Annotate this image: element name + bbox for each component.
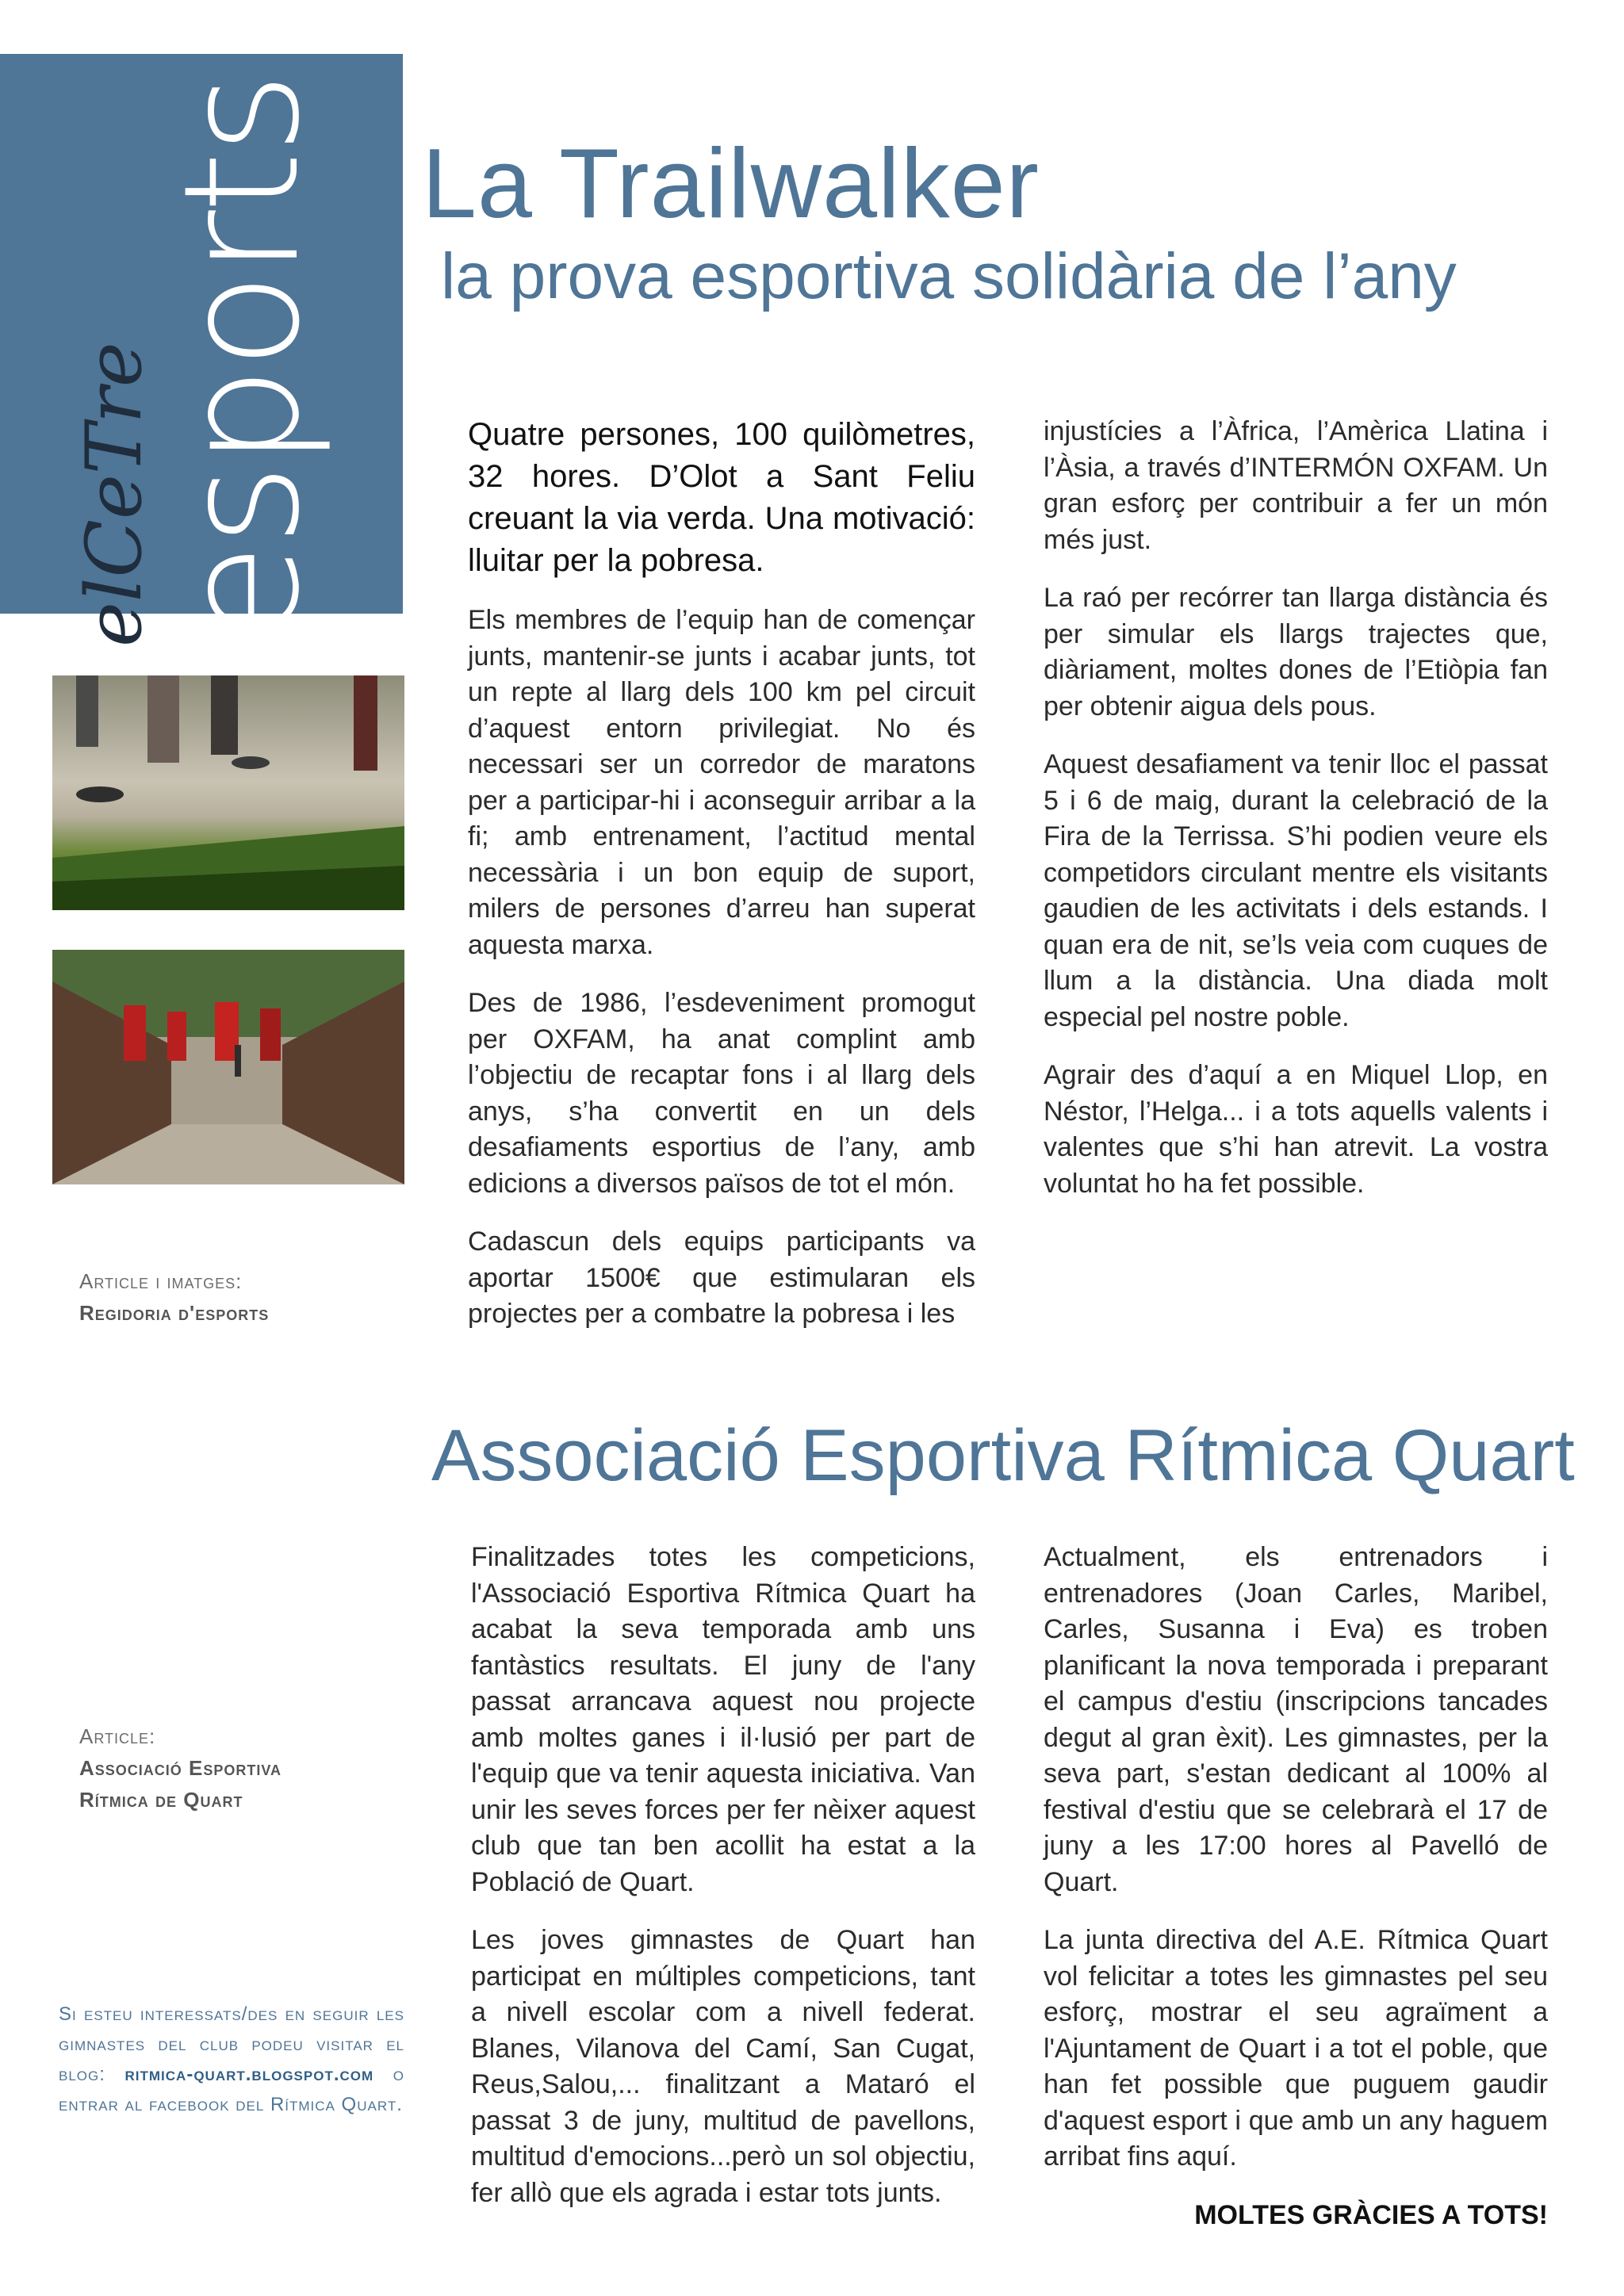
ritmica-title: Associació Esportiva Rítmica Quart	[431, 1415, 1575, 1496]
credit-label: Article i imatges:	[79, 1269, 243, 1293]
blog-note	[59, 1999, 404, 2120]
article-paragraph: Actualment, els entrenadors i entrenadores (Joan Carles, Maribel, Carles, Susanna i Eva) es troben planificant la nova temporada i preparant el campus d'estiu (inscripcions tancades degut al gran èxit). Les gimnastes, per la seva part, s'estan dedicant al 100% al festival d'estiu que se celebrarà el 17 de juny a les 17:00 hores al Pavelló de Quart.	[1044, 1542, 1548, 1897]
credit-author-line-1: Associació Esportiva	[79, 1756, 282, 1780]
article-paragraph: La junta directiva del A.E. Rítmica Quart vol felicitar a totes les gimnastes pel seu esforç, mostrar el seu agraïment a l'Ajuntament de Quart i a tot el poble, que han fet possible que puguem gaudir d'aquest esport i que amb un any haguem arribat fins aquí.	[1044, 1925, 1548, 2172]
article-paragraph: Els membres de l’equip han de començar junts, mantenir-se junts i acabar junts, tot un repte al llarg dels 100 km pel circuit d’aquest entorn privilegiat. No és necessari ser un corredor de maratons per a participar-hi i aconseguir arribar a la fi; amb entrenament, l’actitud mental necessària i un bon equip de suport, milers de persones d’arreu han superat aquesta marxa.	[468, 605, 975, 960]
article-paragraph: Aquest desafiament va tenir lloc el passat 5 i 6 de maig, durant la celebració de la Fira de la Terrissa. S’hi podien veure els competidors circulant mentre els visitants gaudien de les activitats i dels estands. I quan era de nit, se’ls veia com cuques de llum a la distància. Una diada molt especial pel nostre poble.	[1044, 749, 1548, 1032]
ritmica-column-2	[1044, 1540, 1548, 2233]
thanks-line: MOLTES GRÀCIES A TOTS!	[1194, 2199, 1548, 2230]
article-paragraph: Cadascun dels equips participants va aportar 1500€ que estimularan els projectes per a combatre la pobresa i les	[468, 1226, 975, 1329]
article-paragraph: La raó per recórrer tan llarga distància és per simular els llargs trajectes que, diàriament, moltes dones de l’Etiòpia fan per obtenir aigua dels pous.	[1044, 583, 1548, 721]
blog-link[interactable]: ritmica-quart.blogspot.com	[124, 2064, 374, 2085]
credit-label: Article:	[79, 1724, 156, 1748]
article-lead: Quatre persones, 100 quilòmetres, 32 hores. D’Olot a Sant Feliu creuant la via verda. Una motivació: lluitar per la pobresa.	[468, 417, 975, 578]
credit-author: Regidoria d'esports	[79, 1301, 270, 1325]
note-text-after: o entrar al facebook del Rítmica Quart.	[59, 2064, 404, 2115]
article-paragraph: Des de 1986, l’esdeveniment promogut per OXFAM, ha anat complint amb l’objectiu de recaptar fons i al llarg dels anys, s’ha convertit en un dels desafiaments esportius de l’any, amb edicions a diversos països de tot el món.	[468, 988, 975, 1199]
article-paragraph: Finalitzades totes les competicions, l'Associació Esportiva Rítmica Quart ha acabat la seva temporada amb uns fantàstics resultats. El juny de l'any passat arrancava aquest nou projecte amb moltes ganes i il·lusió per part de l'equip que va tenir aquesta iniciativa. Van unir les seves forces per fer nèixer aquest club que tan ben acollit ha estat a la Població de Quart.	[471, 1542, 975, 1897]
credit-author-line-2: Rítmica de Quart	[79, 1788, 243, 1812]
finish-line-photo	[52, 950, 404, 1184]
article-paragraph: injustícies a l’Àfrica, l’Amèrica Llatina i l’Àsia, a través d’INTERMÓN OXFAM. Un gran esforç per contribuir a fer un món més just.	[1044, 416, 1548, 555]
trailwalker-column-1	[468, 414, 975, 1355]
section-tab	[0, 54, 403, 647]
trailwalker-column-2	[1044, 414, 1548, 1224]
trail-runners-photo	[52, 675, 404, 910]
trailwalker-subtitle: la prova esportiva solidària de l’any	[441, 240, 1457, 312]
trailwalker-credit	[79, 1265, 269, 1329]
magazine-logo: elCeTre	[70, 342, 159, 647]
ritmica-credit	[79, 1720, 282, 1816]
section-label: esports	[150, 75, 335, 641]
article-paragraph: Les joves gimnastes de Quart han participat en múltiples competicions, tant a nivell escolar com a nivell federat. Blanes, Vilanova del Camí, San Cugat, Reus,Salou,... finalitzant a Mataró el passat 3 de juny, multitud de pavellons, multitud d'emocions...però un sol objectiu, fer allò que els agrada i estar tots junts.	[471, 1925, 975, 2208]
article-paragraph: Agrair des d’aquí a en Miquel Llop, en Néstor, l’Helga... i a tots aquells valents i valentes que s’hi han atrevit. La vostra voluntat ho ha fet possible.	[1044, 1060, 1548, 1199]
note-text-before: Si esteu interessats/des en seguir les gimnastes del club podeu visitar el blog:	[59, 2003, 404, 2085]
ritmica-column-1	[471, 1540, 975, 2233]
trailwalker-title: La Trailwalker	[422, 129, 1040, 239]
